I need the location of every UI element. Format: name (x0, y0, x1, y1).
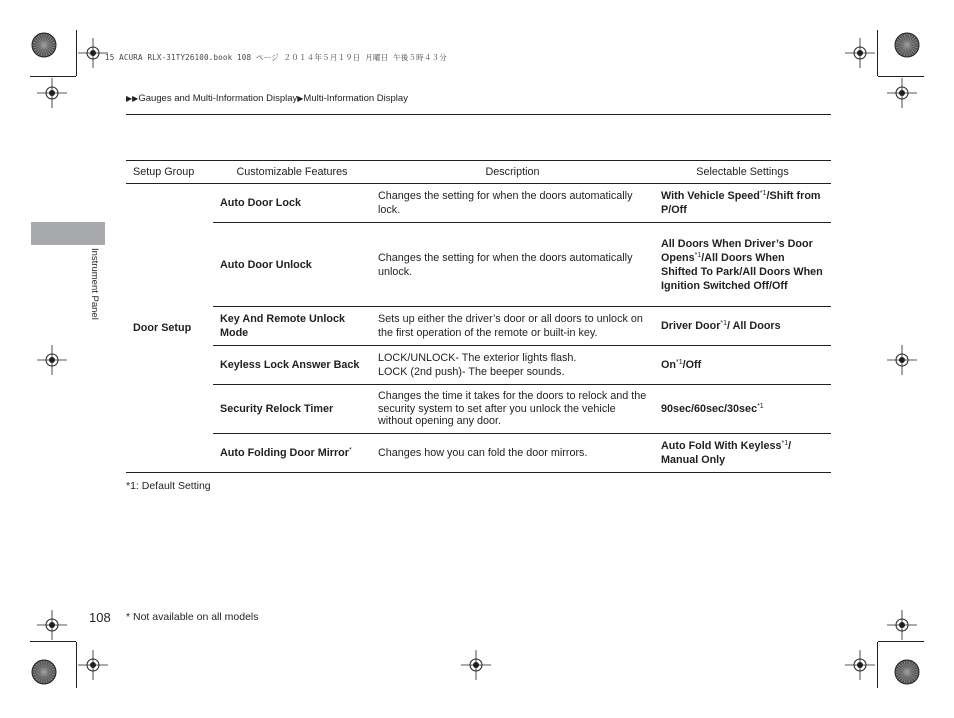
settings-text: /Shift from P/Off (661, 190, 821, 216)
feature-cell: Security Relock Timer (213, 385, 371, 434)
registration-mark-icon (37, 345, 67, 375)
color-rosette-icon (894, 659, 920, 685)
settings-text: On (661, 359, 676, 371)
settings-text: / Manual Only (661, 440, 792, 466)
availability-note: * Not available on all models (126, 611, 259, 623)
registration-mark-icon (887, 610, 917, 640)
feature-cell: Keyless Lock Answer Back (213, 346, 371, 385)
crop-line (76, 30, 77, 76)
feature-cell (213, 434, 371, 473)
description-cell (371, 346, 654, 385)
settings-cell (654, 434, 831, 473)
default-marker: *1 (694, 251, 702, 259)
registration-mark-icon (845, 38, 875, 68)
page-number: 108 (89, 610, 111, 625)
table-row (126, 346, 831, 385)
settings-cell (654, 184, 831, 223)
table-row (126, 223, 831, 307)
table-row (126, 434, 831, 473)
color-rosette-icon (894, 32, 920, 58)
setup-group-cell: Door Setup (126, 184, 213, 473)
breadcrumb-separator: ▶ (297, 94, 304, 103)
header-features: Customizable Features (213, 161, 371, 184)
crop-line (30, 76, 76, 77)
registration-mark-icon (37, 78, 67, 108)
settings-text: /All Doors When Shifted To Park/All Doors When Ignition Switched Off/Off (661, 251, 823, 292)
settings-text: / All Doors (727, 320, 781, 332)
feature-cell: Auto Door Unlock (213, 223, 371, 307)
default-marker: *1 (759, 190, 767, 197)
print-header-line: 15 ACURA RLX-31TY26100.book 108 ページ ２０１４年５月１９日 月曜日 午後５時４３分 (105, 53, 447, 62)
feature-cell: Auto Door Lock (213, 184, 371, 223)
table-header-row (126, 161, 831, 184)
registration-mark-icon (78, 650, 108, 680)
crop-line (877, 642, 878, 688)
breadcrumb (126, 93, 408, 104)
breadcrumb-marker: ▶▶ (126, 94, 139, 103)
registration-mark-icon (78, 38, 108, 68)
header-setup-group: Setup Group (126, 161, 213, 184)
table-row (126, 184, 831, 223)
description-line: LOCK/UNLOCK- The exterior lights flash. (378, 352, 577, 364)
crop-line (878, 641, 924, 642)
table-row (126, 385, 831, 434)
registration-mark-icon (37, 610, 67, 640)
breadcrumb-gauges[interactable]: Gauges and Multi-Information Display (138, 93, 298, 104)
settings-text: /Off (682, 359, 702, 371)
description-cell: Changes the time it takes for the doors to relock and the security system to set after you unlock the vehicle without opening any door. (371, 385, 654, 434)
description-cell: Changes the setting for when the doors automatically lock. (371, 184, 654, 223)
settings-cell (654, 385, 831, 434)
availability-marker: * (348, 447, 352, 454)
crop-line (877, 30, 878, 76)
registration-mark-icon (845, 650, 875, 680)
color-rosette-icon (31, 659, 57, 685)
header-settings: Selectable Settings (654, 161, 831, 184)
settings-cell (654, 346, 831, 385)
settings-text: Auto Fold With Keyless (661, 440, 782, 452)
settings-text: All Doors When Driver’s Door Opens (661, 237, 813, 264)
settings-cell (654, 307, 831, 346)
description-cell: Changes the setting for when the doors automatically unlock. (371, 223, 654, 307)
settings-text: Driver Door (661, 320, 721, 332)
feature-text: Auto Folding Door Mirror (220, 447, 349, 459)
footnote: *1: Default Setting (126, 480, 211, 492)
chapter-label: Instrument Panel (89, 248, 100, 320)
registration-mark-icon (887, 78, 917, 108)
default-marker: *1 (757, 403, 764, 410)
description-cell: Sets up either the driver’s door or all doors to unlock on the first operation of the remote or built-in key. (371, 307, 654, 346)
breadcrumb-mid[interactable]: Multi-Information Display (303, 93, 408, 104)
color-rosette-icon (31, 32, 57, 58)
registration-mark-icon (461, 650, 491, 680)
crop-line (30, 641, 76, 642)
settings-table (126, 160, 831, 473)
settings-text: With Vehicle Speed (661, 190, 760, 202)
table-row (126, 307, 831, 346)
header-description: Description (371, 161, 654, 184)
description-cell: Changes how you can fold the door mirrors. (371, 434, 654, 473)
default-marker: *1 (781, 440, 789, 447)
crop-line (76, 642, 77, 688)
feature-cell: Key And Remote Unlock Mode (213, 307, 371, 346)
registration-mark-icon (887, 345, 917, 375)
header-rule (126, 114, 831, 115)
crop-line (878, 76, 924, 77)
settings-text: 90sec/60sec/30sec (661, 403, 758, 415)
description-line: LOCK (2nd push)- The beeper sounds. (378, 366, 565, 378)
default-marker: *1 (720, 320, 728, 327)
default-marker: *1 (676, 359, 683, 366)
chapter-tab (31, 222, 105, 245)
settings-cell (654, 223, 831, 307)
